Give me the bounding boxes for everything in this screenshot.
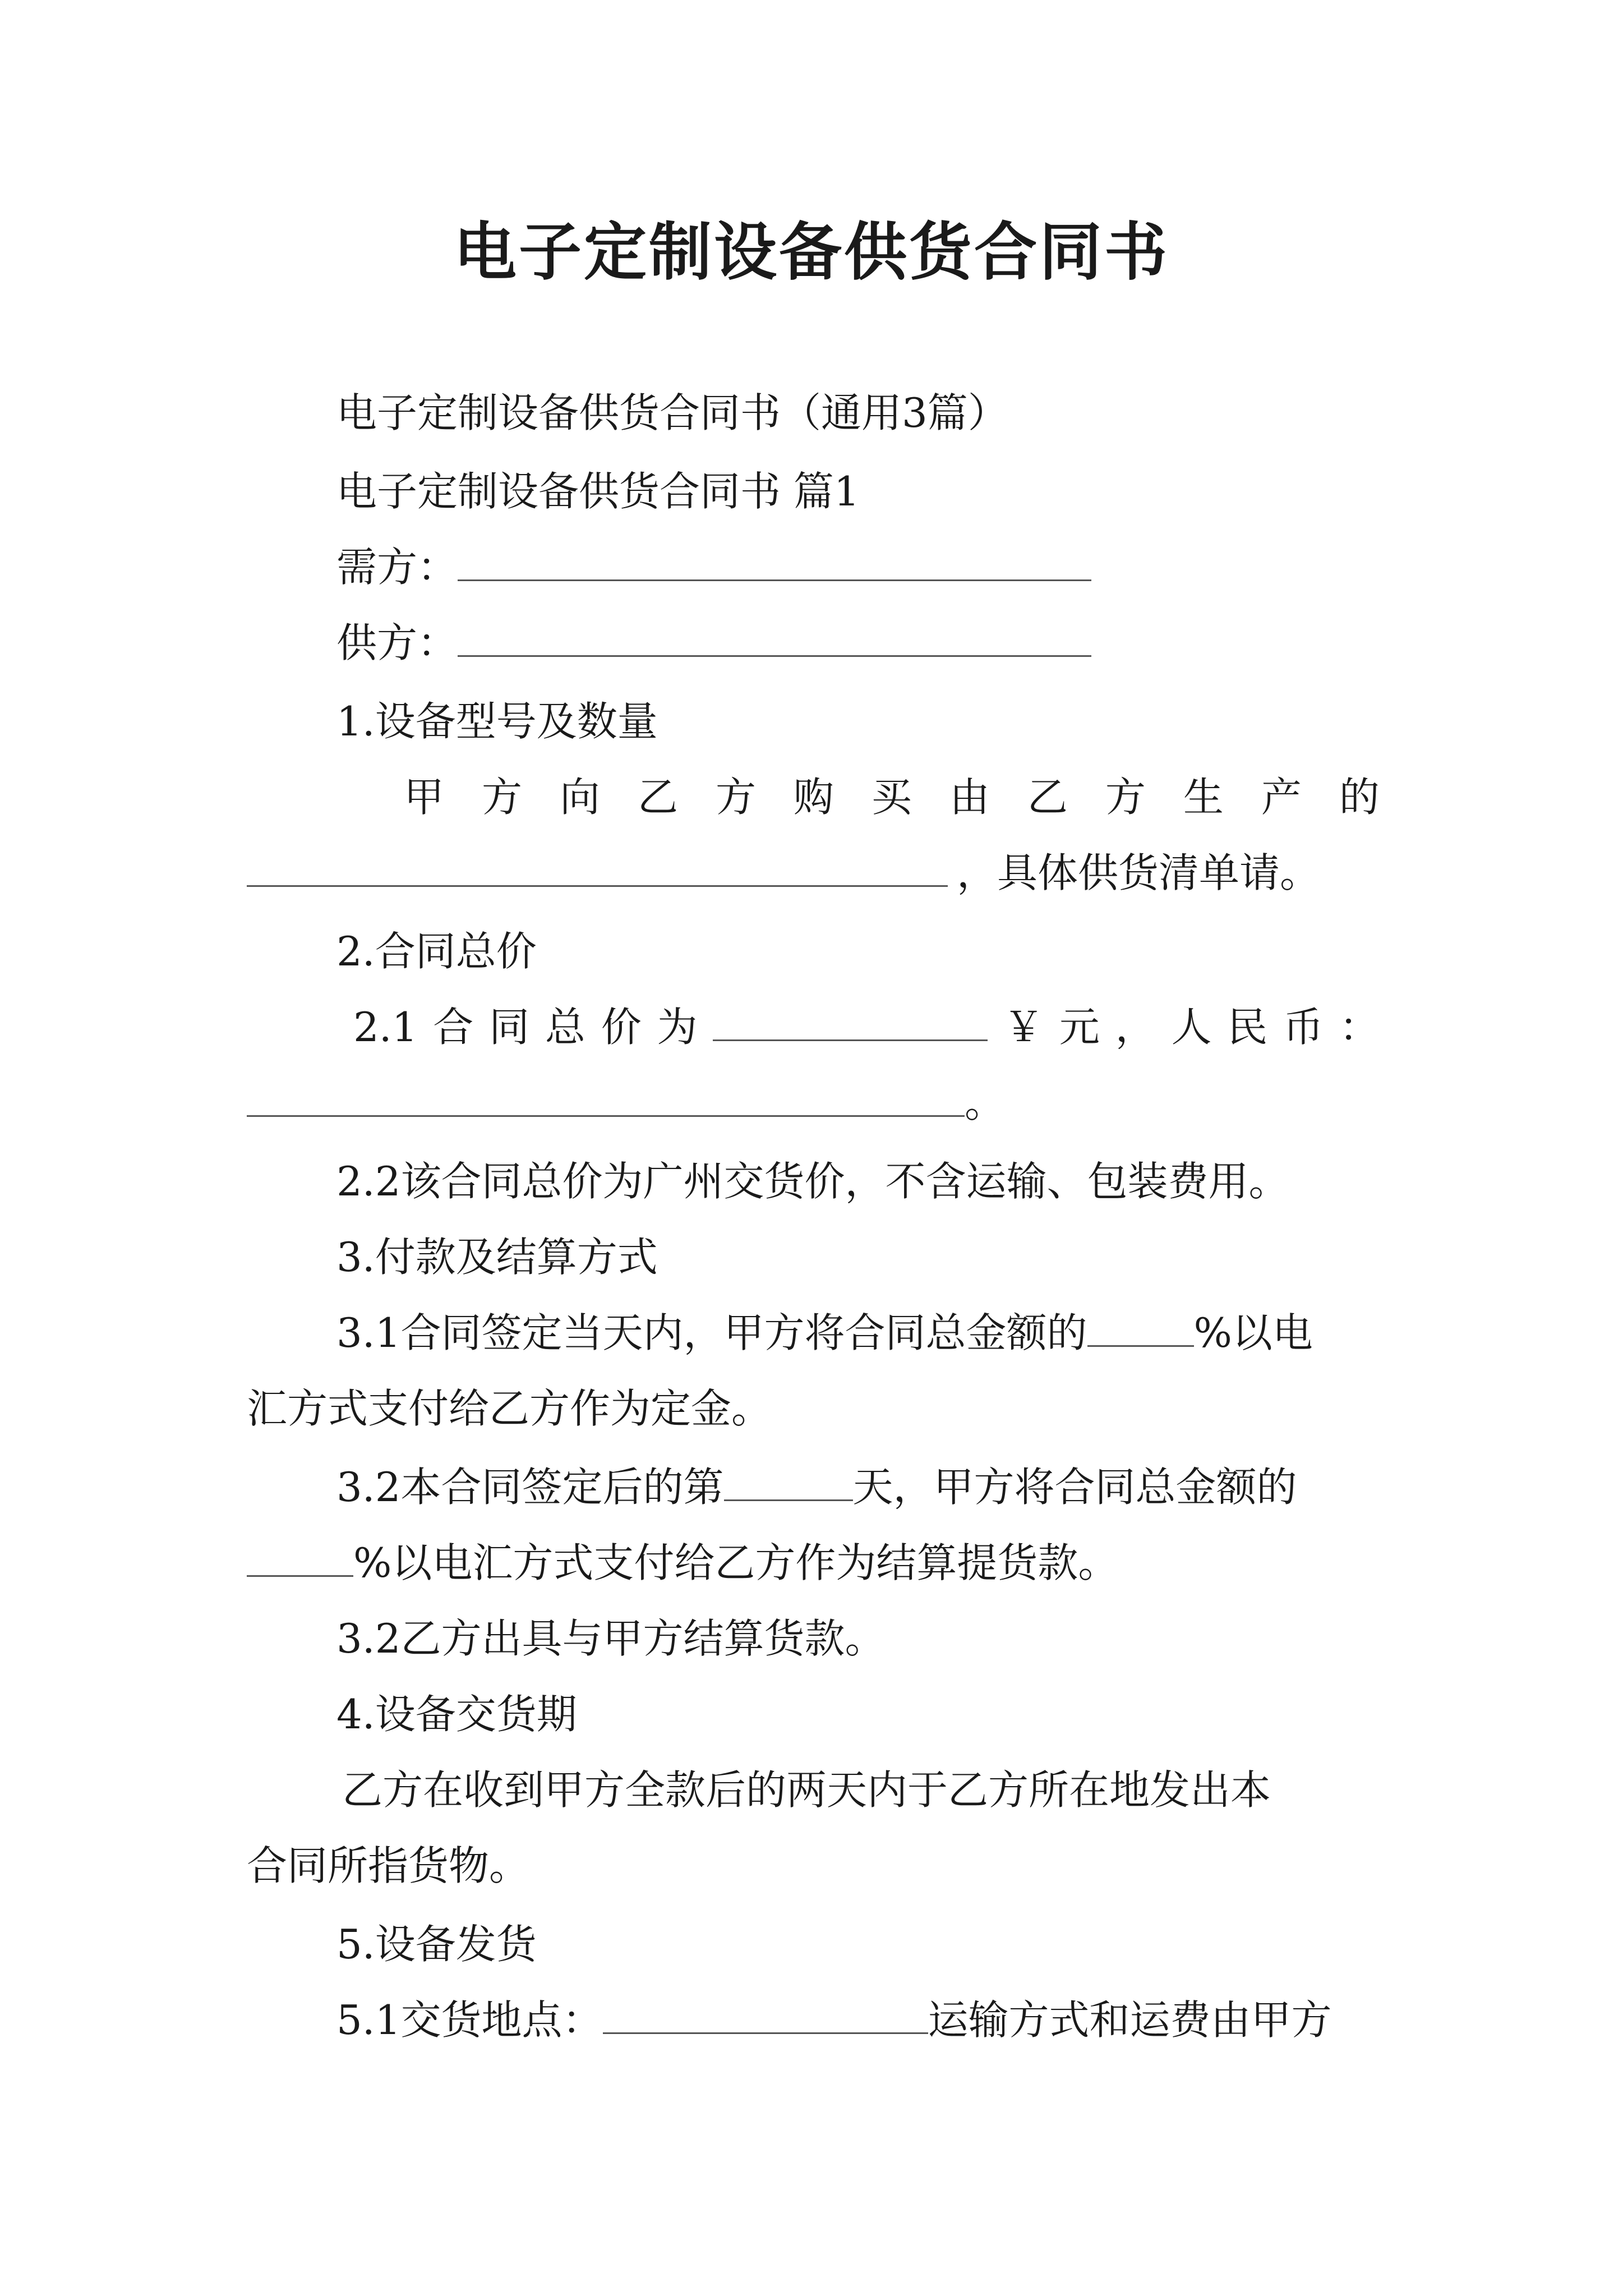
document-title: 电子定制设备供货合同书 (454, 215, 1169, 289)
s1-char: 方 (1105, 774, 1146, 821)
clause-5-1-label: 5.1交货地点： (336, 1996, 603, 2044)
s1-char: 方 (715, 774, 756, 821)
c21-char: 2.1 (353, 1004, 418, 1051)
c21-char: 民 (1227, 1004, 1268, 1051)
clause-5-1 (336, 1996, 1380, 2044)
section-4-heading: 4.设备交货期 (336, 1691, 577, 1738)
c21-char: 元 (1059, 1004, 1100, 1051)
part-heading: 电子定制设备供货合同书 篇1 (336, 468, 860, 515)
subtitle: 电子定制设备供货合同书（通用3篇） (336, 389, 1008, 436)
c21-char: 同 (489, 1004, 530, 1051)
supplier-blank (458, 624, 1091, 657)
section-1-line-2 (247, 849, 1380, 896)
clause-3-1-text-b: %以电 (1193, 1309, 1313, 1356)
buyer-line (336, 544, 1380, 591)
s1-char: 乙 (1027, 774, 1068, 821)
clause-3-1-line-1 (336, 1309, 1380, 1356)
goods-blank (247, 854, 948, 887)
section-4-body-line-1: 乙方在收到甲方全款后的两天内于乙方所在地发出本 (342, 1766, 1271, 1814)
supplier-line (336, 619, 1380, 666)
s1-char: 购 (793, 774, 834, 821)
clause-5-1-text: 运输方式和运费由甲方 (928, 1996, 1332, 2044)
buyer-blank (458, 548, 1091, 581)
clause-3-2-text: 3.2本合同签定后的第 (336, 1464, 724, 1511)
section-1-line-1 (404, 774, 1380, 821)
s1-char: 乙 (637, 774, 678, 821)
s1-char: 买 (871, 774, 912, 821)
c21-char: 合 (433, 1004, 474, 1051)
clause-2-1-end: 。 (965, 1079, 1006, 1126)
s1-char: 的 (1339, 774, 1380, 821)
s1-char: 向 (559, 774, 600, 821)
delivery-place-blank (603, 2001, 928, 2034)
clause-2-2: 2.2该合同总价为广州交货价，不含运输、包装费用。 (336, 1158, 1289, 1205)
section-4-body-line-2: 合同所指货物。 (247, 1842, 530, 1889)
rmb-amount-blank (247, 1084, 965, 1117)
total-price-blank (713, 1008, 988, 1041)
supplier-label: 供方： (336, 619, 458, 666)
section-3-heading: 3.付款及结算方式 (336, 1234, 658, 1281)
c21-char: 人 (1171, 1004, 1212, 1051)
c21-char: 为 (657, 1004, 698, 1051)
buyer-label: 需方： (336, 544, 458, 591)
goods-tail: ，具体供货清单请。 (957, 849, 1321, 896)
s1-char: 产 (1261, 774, 1302, 821)
clause-3-2-line-1 (336, 1464, 1380, 1511)
deposit-percent-blank (1087, 1314, 1194, 1347)
clause-3-1-line-2: 汇方式支付给乙方作为定金。 (247, 1385, 772, 1432)
c21-char: ， (1115, 1004, 1156, 1051)
c21-char: ： (1339, 1004, 1380, 1051)
settlement-percent-blank (247, 1544, 353, 1577)
s1-char: 方 (481, 774, 522, 821)
clause-2-1-line-1 (353, 1004, 1380, 1051)
c21-char: 总 (545, 1004, 585, 1051)
section-1-heading: 1.设备型号及数量 (336, 698, 658, 745)
s1-char: 由 (949, 774, 990, 821)
c21-char: 币 (1283, 1004, 1324, 1051)
s1-char: 甲 (404, 774, 445, 821)
section-2-heading: 2.合同总价 (336, 928, 537, 975)
clause-3-2b: 3.2乙方出具与甲方结算货款。 (336, 1615, 886, 1662)
clause-3-2-line-2 (247, 1539, 1380, 1586)
c21-char: 价 (601, 1004, 642, 1051)
s1-char: 生 (1183, 774, 1224, 821)
clause-3-2-text-b: 天，甲方将合同总金额的 (852, 1464, 1297, 1511)
days-blank (724, 1468, 853, 1501)
section-5-heading: 5.设备发货 (336, 1921, 537, 1968)
clause-3-2-text-c: %以电汇方式支付给乙方作为结算提货款。 (353, 1539, 1119, 1586)
c21-char: ￥ (1003, 1004, 1044, 1051)
clause-2-1-line-2 (247, 1079, 1380, 1126)
clause-3-1-text: 3.1合同签定当天内，甲方将合同总金额的 (336, 1309, 1087, 1356)
